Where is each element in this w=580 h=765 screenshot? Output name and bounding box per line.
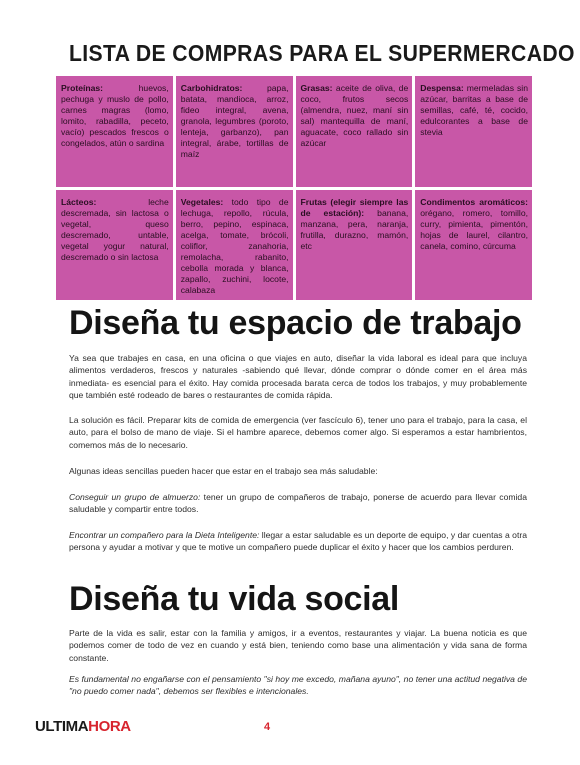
grocery-cell-frutas [296,190,413,301]
logo-part-b: HORA [88,718,131,735]
cell-label: Condimentos aromáticos: [420,196,528,207]
paragraph [69,529,527,554]
paragraph: Ya sea que trabajes en casa, en una oficina o que viajes en auto, diseñar la vida laboral es ideal para que incluya alimentos verdaderos, frescos y naturales -sabiendo qué llevar, dónde comprar o dónde comer en el área más inmediata- es esencial para el éxito. Hay comida procesada barata cerca de todos los trabajos, y muy probablemente que también esté rodeado de bares o restaurantes de comida rápida. [69,353,527,401]
grocery-cell-despensa [415,76,532,187]
logo-part-a: ULTIMA [35,718,89,735]
cell-label: Proteínas: [61,83,104,93]
cell-label: Lácteos: [61,196,97,207]
cell-label: Grasas: [300,83,333,93]
paragraph-text: llegar a estar saludable es un deporte de equipo, y dar cuentas a otra persona y ayudar a motivar y que te motive un compañero puede duplicar el éxito y hacer que los cambios perduren. [69,530,527,553]
cell-text: banana, manzana, pera, naranja, frutilla, durazno, mamón, etc [300,207,409,251]
cell-text: leche descremada, sin lactosa o vegetal, queso descremado, untable, vegetal yogur natural, descremado o sin lactosa [61,196,169,262]
cell-text: huevos, pechuga y muslo de pollo, carnes magras (lomo, lomito, rabadilla, peceto, vacío) pescados frescos o congelados, atún o sardina [61,83,169,148]
paragraph [69,491,527,516]
grocery-cell-vegetales [176,190,293,301]
page-title: LISTA DE COMPRAS PARA EL SUPERMERCADO [69,40,575,66]
paragraph-text: Es fundamental no engañarse con el pensamiento "si hoy me excedo, mañana ayuno", no tener una actitud negativa de "no puedo comer nada", debemos ser flexibles e intencionales. [69,674,527,697]
grocery-cell-carbohidratos [176,76,293,187]
cell-label: Frutas (elegir siempre las de estación): [300,196,409,218]
paragraph: La solución es fácil. Preparar kits de comida de emergencia (ver fascículo 6), tener uno para el trabajo, para la casa, el auto, para el bolso de mano de viaje. Si el hambre aparece, debemos comer algo. Si esperamos a estar hambrientos, comemos más de lo necesario. [69,415,527,450]
section-heading-social: Diseña tu vida social [69,580,400,618]
cell-label: Despensa: [420,83,464,93]
cell-text: aceite de oliva, de coco, frutos secos (almendra, nuez, maní sin sal) mantequilla de maní, aguacate, coco rallado sin azúcar [300,83,409,148]
grocery-list-grid [56,76,532,300]
cell-label: Carbohidratos: [180,83,243,93]
cell-text: todo tipo de lechuga, repollo, rúcula, berro, pepino, espinaca, acelga, tomate, brócoli, coliflor, zanahoria, remolacha, rabanito, cebolla morada y blanca, zapallo, zuchini, locote, calabaza [180,196,289,295]
paragraph-italic [69,673,527,698]
cell-text: papa, batata, mandioca, arroz, fideo integral, avena, granola, legumbres (poroto, lenteja, garbanzo), pan integral, árabe, tortillas de maíz [180,83,289,159]
cell-text: mermeladas sin azúcar, barritas a base de semillas, café, té, cocido, edulcorantes a base de stevia [420,83,528,137]
paragraph: Algunas ideas sencillas pueden hacer que estar en el trabajo sea más saludable: [69,466,378,476]
cell-label: Vegetales: [180,196,224,207]
paragraph-emphasis: Encontrar un compañero para la Dieta Inteligente: [69,530,260,540]
grocery-cell-proteinas [56,76,173,187]
cell-text: orégano, romero, tomillo, curry, pimienta, pimentón, hojas de laurel, cilantro, canela, comino, cúrcuma [420,207,528,251]
page-number: 4 [264,721,271,733]
ultimahora-logo [35,718,131,735]
paragraph-text: tener un grupo de compañeros de trabajo, ponerse de acuerdo para llevar comida saludable y compartir entre todos. [69,492,527,515]
paragraph: Parte de la vida es salir, estar con la familia y amigos, ir a eventos, restaurantes y viajar. La buena noticia es que podemos comer de todo de vez en cuando y está bien, teniendo como base una alimentación y vida sana de forma constante. [69,628,527,663]
grocery-cell-lacteos [56,190,173,301]
paragraph-emphasis: Conseguir un grupo de almuerzo: [69,492,201,502]
grocery-cell-grasas [296,76,413,187]
section-heading-trabajo: Diseña tu espacio de trabajo [69,304,522,342]
grocery-cell-condimentos [415,190,532,301]
